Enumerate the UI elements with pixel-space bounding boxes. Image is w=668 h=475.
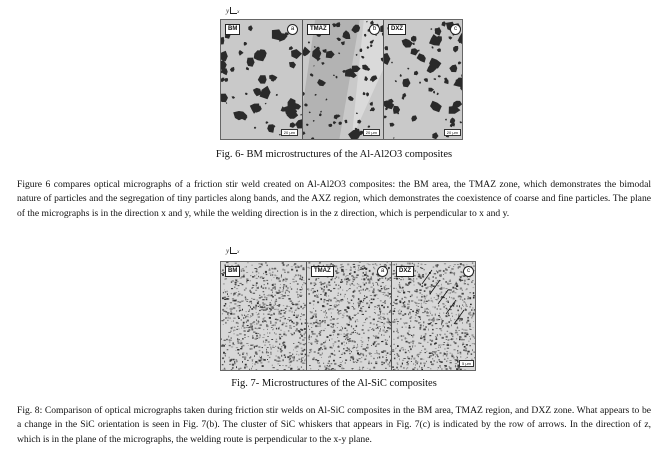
panel-label: DXZ (396, 266, 414, 277)
figure7-caption: Fig. 7- Microstructures of the Al-SiC composites (231, 378, 437, 389)
figure7-panel-bm (221, 262, 306, 370)
figure6-micrograph (220, 19, 463, 140)
figure6-axis-y: y (226, 7, 230, 15)
figure7-axis-indicator (226, 247, 239, 256)
figure6-caption: Fig. 6- BM microstructures of the Al-Al2O3 composites (215, 149, 453, 160)
figure7-panel-tmaz (306, 262, 392, 370)
panel-letter: b (369, 24, 380, 35)
panel-letter: a (377, 266, 388, 277)
paragraph-figure6-description: Figure 6 compares optical micrographs of a friction stir weld created on Al-Al2O3 composites: the BM area, the TMAZ zone, which demonstrates the bimodal nature of particles and the segregation of tiny particles along bands, and the AXZ region, which demonstrates the coexistence of coarse and fine particles. The plane of the micrographs is in the direction x and y, while the welding direction is in the z direction, which is perpendicular to x and y. (17, 179, 651, 219)
panel-letter: c (463, 266, 474, 277)
paragraph-figure7-description: Fig. 8: Comparison of optical micrographs taken during friction stir welds on Al-SiC composites in the BM area, TMAZ region, and DXZ zone. What appears to be a change in the SiC orientation is seen in Fig. 7(b). The cluster of SiC whiskers that appears in Fig. 7(c) is indicated by the row of arrows. In the direction of z, which is in the plane of the micrographs, the welding route is perpendicular to the x-y plane. (17, 405, 651, 445)
scale-bar: 20 μm (444, 129, 461, 136)
figure7-tmaz-image (307, 262, 392, 370)
panel-label: TMAZ (307, 24, 330, 35)
figure7-panel-dxz (391, 262, 476, 370)
panel-label: TMAZ (311, 266, 334, 277)
panel-label: BM (225, 266, 240, 277)
panel-label: DXZ (388, 24, 406, 35)
figure7-micrograph (220, 261, 476, 371)
figure6-tmaz-image (303, 20, 384, 139)
scale-bar: 20 μm (363, 129, 380, 136)
scale-bar: 20 μm (281, 129, 298, 136)
figure6-axis-x: x (237, 10, 240, 15)
figure6-panel-tmaz (302, 20, 384, 139)
figure6-axis-indicator (226, 7, 239, 16)
figure6-dxz-image (384, 20, 463, 139)
figure7-axis-x: x (237, 250, 240, 255)
figure6-bm-image (221, 20, 302, 139)
figure6-panel-dxz (383, 20, 463, 139)
figure6-panel-bm (221, 20, 302, 139)
figure7-dxz-image (392, 262, 476, 370)
panel-letter: c (450, 24, 461, 35)
scale-bar: 5 μm (459, 360, 474, 367)
panel-letter: a (287, 24, 298, 35)
figure7-bm-image (221, 262, 306, 370)
panel-label: BM (225, 24, 240, 35)
figure7-axis-y: y (226, 247, 230, 255)
